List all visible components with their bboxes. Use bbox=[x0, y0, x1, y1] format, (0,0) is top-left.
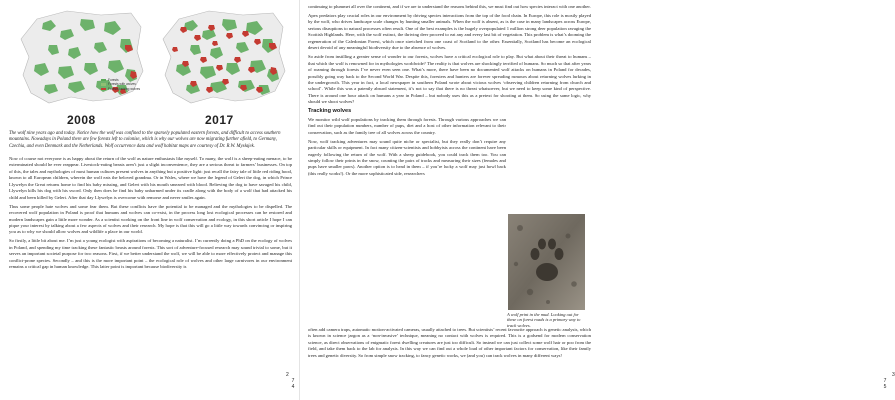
legend-label: Forests with wolves bbox=[108, 82, 136, 87]
right-page bbox=[300, 0, 895, 400]
legend-swatch bbox=[101, 83, 106, 86]
folio-digit: 5 bbox=[883, 384, 887, 390]
body-paragraph: So firstly, a little bit about me. I’m just a young ecologist with aspirations of becoming a naturalist. I’m currently doing a PhD on the ecology of wolves in Poland, and spending my time tracking these fantastic beasts around forests. This sort of adventure-focused research may sound trivial to some, but it serves an important societal purpose for two reasons. First, if we better understand the wolf, we will be able to more effectively protect and manage this conflict-prone species. Secondly – and this is the more important point – the ecological role of wolves and other large carnivores in our environment remains a critical gap in human knowledge. This latter point is important because biodiversity is bbox=[9, 238, 292, 270]
body-paragraph: So aside from instilling a greater sense of wonder to our forests, wolves have a critical ecological role to play. But what about their threat to humans – that which the wolf is renowned for in mythologies worldwide? The reality is that wolves are shockingly terrified of humans. So much so that after years of roaming through forests I’ve never even seen one. What’s more, there have been no documented wolf attacks on humans in Poland for decades, possibly going way back to the Second World War. Despite this, foresters and hunters are forever spreading rumours about returning wolves lurking in the undergrowth. This year in fact, a local newspaper in southern Poland wrote about vicious wolves ‘observing children returning from church and school’. While this was a patently absurd statement, it’s not to say that there is no threat whatsoever, but we need to keep some kind of perspective. There is around one hour attack on humans a year in Poland – but nobody uses this as a pretext for shooting at them. So using the same logic, why should we shoot wolves? bbox=[308, 54, 591, 105]
folio-digit: 4 bbox=[291, 384, 295, 390]
folio-marker bbox=[290, 378, 296, 390]
body-paragraph: often add camera traps, automatic motion-activated cameras, usually attached to trees. But scientists’ recent favourite approach is genetic analysis, which is known in science jargon as a ‘non-invasive’ technique, meaning no contact with wolves is required. This is a godsend for modern conservation science, as direct observations of enigmatic forest dwelling creatures are just too difficult. So instead we can just collect some wolf hair or poo from the field, and take them back to the lab for analysis. In this way we can find out a whole load of other important factors for conservation, like their family trees and genetic diversity. So from simple snow tracking, to fancy genetic works, we (and you) can track wolves in many different ways! bbox=[308, 327, 591, 358]
body-paragraph: Apex predators play crucial roles in our environment by driving species interactions from the top of the food chain. In Europe, this role is mostly played by the wolf, who drives landscape scale changes by hunting smaller animals. When the wolf is absent, as is the case in many landscapes across Europe, serious disruptions to natural processes often result. One of the best examples is the hugely overpopulated 1 million strong deer population ravaging the Scottish Highlands. Here, with the wolf extinct, the thriving deer proceed to eat any and every last bit of vegetation. This problem is what’s dooming the regeneration of the Caledonian Forest, which once stretched from one coast of Scotland to the other. Essentially, Scotland has become an ecological desert devoid of any meaningful biodiversity due to the absence of wolves. bbox=[308, 12, 591, 51]
page-number: 3 bbox=[892, 372, 895, 378]
right-body-text bbox=[308, 4, 591, 180]
figure-caption: The wolf nine years ago and today. Notice how the wolf was confined to the sparsely populated eastern forests, and difficult to access southern mountains. Nowadays in Poland there are few forests left to colonise, which is why our wolves are now migrating further afield, to Germany, Czechia, and even Denmark and the Netherlands. Wolf occurrence data and wolf habitat maps are courtesy of Dr. R.W. Mysłajek. bbox=[9, 131, 281, 149]
legend-label: Forests bbox=[108, 78, 119, 82]
legend-item bbox=[101, 87, 140, 91]
section-heading: Tracking wolves bbox=[308, 108, 352, 115]
legend-swatch bbox=[101, 88, 106, 91]
wolf-range-figure bbox=[9, 5, 292, 131]
wolf-print-photo bbox=[508, 214, 585, 310]
page-number: 2 bbox=[286, 372, 289, 378]
left-page bbox=[0, 0, 300, 400]
folio-digit: 7 bbox=[883, 378, 887, 384]
legend-swatch bbox=[101, 79, 106, 82]
map-legend bbox=[101, 78, 140, 91]
legend-label: Forests lacking wolves bbox=[108, 86, 141, 91]
wolf-print-image bbox=[508, 214, 585, 310]
body-paragraph: Thus some people hate wolves and some fear them. But these conflicts have the potential to be managed and the mythologies to be dispelled. The recovered wolf population in Poland is proof that humans and wolves can co-exist, in the process long lost ecological processes can be restored and modern landscapes gain a little more wonder. As a scientist working on the front line in wolf conservation and ecology, in this short article I hope I can pique your interest by talking about a few aspects of wolves and their research. My hope is that this will go a little way towards convincing or inspiring you as to why we should allow wolves and wildlife a place in our world. bbox=[9, 203, 292, 235]
map-year-label: 2017 bbox=[205, 113, 234, 127]
body-paragraph: We monitor wild wolf populations by tracking them through forests. Through various approaches we can find out their population numbers, number of pups, diet and a host of other information relevant to their conservation, such as the family tree of all wolves across the country. bbox=[308, 116, 506, 135]
body-paragraph: Now, wolf tracking adventures may sound quite niche or specialist, but they really don’t require any particular skills or equipment. In fact many citizen-scientists and hobbyists across the continent have been eagerly following the return of the wolf. With a sheep guidebook, you could track them too. You can simply follow their prints in the snow, counting the pairs of tracks and measuring their sizes (females and pups have smaller paws). Another option is to head in them – if you’re lucky a wolf may just howl back (this really works!). Or the more sophisticated side, researchers bbox=[308, 138, 506, 176]
map-year-label: 2008 bbox=[67, 113, 96, 127]
body-paragraph: Now of course not everyone is as happy about the return of the wolf as nature enthusiasts like myself. To many, the wolf is a sheep-eating menace, to be exterminated should he ever reappear. Livestock-eating beasts aren’t just a slight inconvenience, they are a serious threat to farmers’ businesses. On top of this, the tales and mythologies of most human cultures present wolves in anything but a positive light: just recall the fairy tale of little red riding hood, known to all European children, wherein the wolf eats the beloved grandma. Or in Wales, where we have the legend of Gelert the dog, in which Prince Llywelyn the Great returns home to find his baby missing, and Gelert with his mouth smeared with blood. Believing the dog to have savaged his child, Llywelyn kills his dog with his sword. Only then does he find his baby unharmed under its cradle along with the body of a wolf that had attacked his child and been killed by Gelert. After that day Llywelyn is overcome with remorse and never smiles again. bbox=[9, 156, 292, 200]
folio-marker bbox=[882, 378, 888, 390]
body-paragraph: continuing to plummet all over the continent, and if we are to understand the reasons behind this, we must find out how species interact with one another. bbox=[308, 4, 591, 9]
folio-digit: 7 bbox=[291, 378, 295, 384]
left-body-text bbox=[9, 156, 292, 273]
photo-caption: A wolf print in the mud. Looking out for these on forest roads is a primary way to track wolves. bbox=[507, 312, 581, 328]
narrow-column bbox=[308, 117, 506, 178]
